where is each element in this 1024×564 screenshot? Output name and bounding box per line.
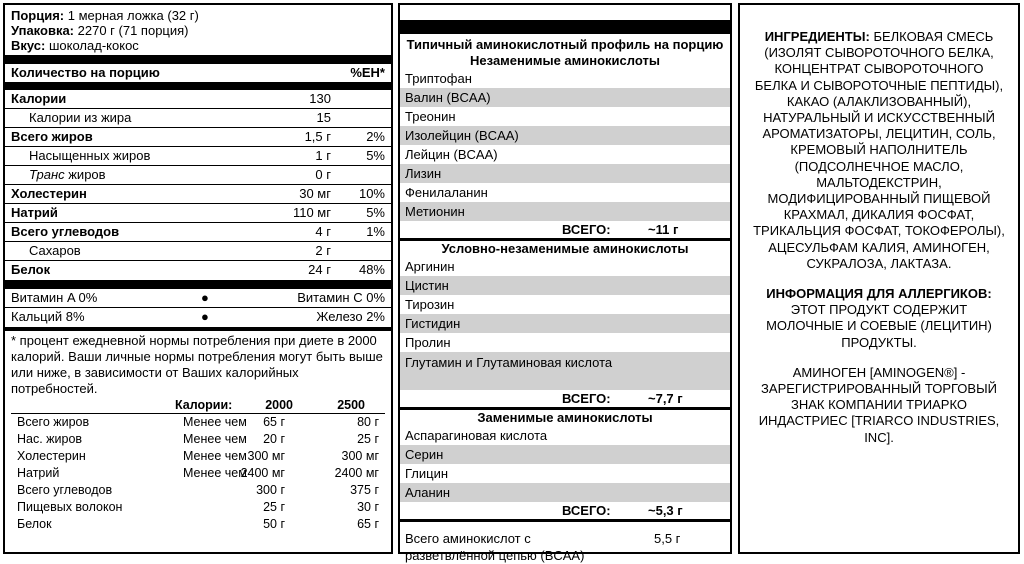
- essential-total: ~11 г: [648, 222, 679, 237]
- flavor-line: [11, 38, 385, 53]
- dv-2000: 20 г: [263, 432, 285, 446]
- amino-item: Лейцин (BCAA): [405, 147, 498, 162]
- calories-label: Калории:: [175, 398, 233, 412]
- daily-values-row: [11, 482, 385, 499]
- ingredients-label: ИНГРЕДИЕНТЫ:: [764, 29, 870, 44]
- amino-item: Глицин: [405, 466, 449, 481]
- essential-total-row: [400, 221, 730, 241]
- dv-name: Пищевых волокон: [17, 500, 123, 514]
- dv-name: Нас. жиров: [17, 432, 83, 446]
- nonessential-title: Заменимые аминокислоты: [477, 410, 653, 425]
- nutrient-label: Всего жиров: [11, 129, 93, 144]
- dv-2000: 300 г: [256, 483, 285, 497]
- bcaa-row: [400, 522, 730, 564]
- nutrient-amount: 4 г: [315, 224, 331, 239]
- allergy-text: ЭТОТ ПРОДУКТ СОДЕРЖИТ МОЛОЧНЫЕ И СОЕВЫЕ (ЛЕЦИТИН) ПРОДУКТЫ.: [766, 302, 992, 350]
- dv-2500: 30 г: [357, 500, 379, 514]
- vitamin-row: [5, 289, 391, 308]
- amino-item: Аспарагиновая кислота: [405, 428, 548, 443]
- dv-qualifier: Менее чем: [183, 415, 247, 429]
- total-label: ВСЕГО:: [562, 391, 611, 406]
- total-label: ВСЕГО:: [562, 503, 611, 518]
- nutrient-amount: 15: [316, 110, 331, 125]
- bcaa-label: Всего аминокислот с разветвлённой цепью (BCAA): [405, 531, 585, 563]
- conditional-total: ~7,7 г: [648, 391, 683, 406]
- serving-label: Порция:: [11, 8, 65, 23]
- nutrient-label: Всего углеводов: [11, 224, 120, 239]
- nutrient-percent: 5%: [366, 205, 385, 220]
- nutrient-row: [5, 166, 391, 185]
- nutrient-label: Сахаров: [29, 243, 81, 258]
- amino-item: Пролин: [405, 335, 451, 350]
- daily-values-row: [11, 499, 385, 516]
- col-2500: 2500: [337, 398, 365, 412]
- dv-2000: 25 г: [263, 500, 285, 514]
- col-2000: 2000: [265, 398, 293, 412]
- nutrient-amount: 24 г: [308, 262, 331, 277]
- bcaa-value: 5,5 г: [654, 531, 681, 546]
- essential-list: [400, 69, 730, 221]
- nonessential-total-row: [400, 502, 730, 522]
- bullet-icon: ●: [201, 290, 209, 305]
- dv-name: Всего углеводов: [17, 483, 113, 497]
- amino-item: Метионин: [400, 202, 730, 221]
- nutrient-amount: 2 г: [315, 243, 331, 258]
- nutrient-label-italic: Транс: [29, 167, 65, 182]
- divider-thick: [5, 55, 391, 64]
- nutrient-label: Насыщенных жиров: [29, 148, 151, 163]
- footnote: * процент ежедневной нормы потребления при диете в 2000 калорий. Ваши личные нормы потребления могут быть выше или ниже, в зависимости от Ваших калорийных потребностей.: [11, 333, 383, 396]
- daily-values-row: [11, 516, 385, 533]
- nutrient-percent: 10%: [358, 186, 385, 201]
- daily-values-row: [11, 465, 385, 482]
- dv-qualifier: Менее чем: [183, 449, 247, 463]
- dv-2500: 25 г: [357, 432, 379, 446]
- nutrient-label-rest: жиров: [64, 167, 106, 182]
- dv-2500: 65 г: [357, 517, 379, 531]
- ingredients-text: БЕЛКОВАЯ СМЕСЬ (ИЗОЛЯТ СЫВОРОТОЧНОГО БЕЛКА, КОНЦЕНТРАТ СЫВОРОТОЧНОГО БЕЛКА И СЫВОРОТОЧНЫЕ ПЕПТИДЫ), КАКАО (АЛАКЛИЗОВАННЫЙ), НАТУРАЛЬНЫЙ И ИСКУССТВЕННЫЙ АРОМАТИЗАТОРЫ, ЛЕЦИТИН, СОЛЬ, КРЕМОВЫЙ НАПОЛНИТЕЛЬ (ПОДСОЛНЕЧНОЕ МАСЛО, МАЛЬТОДЕКСТРИН, МОДИФИЦИРОВАННЫЙ ПИЩЕВОЙ КРАХМАЛ, ДИКАЛИЯ ФОСФАТ, ТРИКАЛЬЦИЯ ФОСФАТ, ТОКОФЕРОЛЫ), АЦЕСУЛЬФАМ КАЛИЯ, АМИНОГЕН, СУКРАЛОЗА, ЛАКТАЗА.: [753, 29, 1005, 271]
- ingredients-block: [752, 29, 1006, 272]
- amino-item: Серин: [400, 445, 730, 464]
- nutrient-amount: 1,5 г: [304, 129, 331, 144]
- divider-thick: [5, 280, 391, 289]
- daily-values-row: [11, 448, 385, 465]
- dv-header: %ЕН*: [350, 65, 385, 80]
- vitamin-left: Кальций 8%: [11, 309, 85, 324]
- amino-item: Тирозин: [405, 297, 455, 312]
- ingredients-panel: [738, 3, 1020, 554]
- total-label: ВСЕГО:: [562, 222, 611, 237]
- vitamin-right: Железо 2%: [316, 309, 385, 324]
- nutrient-amount: 130: [309, 91, 331, 106]
- nutrient-amount: 110 мг: [292, 205, 331, 220]
- nutrient-percent: 48%: [358, 262, 385, 277]
- dv-name: Натрий: [17, 466, 60, 480]
- dv-qualifier: Менее чем: [183, 432, 247, 446]
- nutrient-row: [5, 223, 391, 242]
- nutrient-row: [5, 90, 391, 109]
- package-value: 2270 г (71 порция): [77, 23, 189, 38]
- trademark-text: АМИНОГЕН [AMINOGEN®] - ЗАРЕГИСТРИРОВАННЫЙ ТОРГОВЫЙ ЗНАК КОМПАНИИ ТРИАРКО ИНДАСТРИЕС [TRIARCO INDUSTRIES, INC].: [758, 364, 1000, 445]
- nutrient-percent: 2%: [366, 129, 385, 144]
- daily-values-header: [11, 397, 385, 414]
- dv-2000: 65 г: [263, 415, 285, 429]
- nutrient-row: [5, 261, 391, 280]
- dv-name: Всего жиров: [17, 415, 90, 429]
- serving-value: 1 мерная ложка (32 г): [67, 8, 199, 23]
- conditional-total-row: [400, 390, 730, 410]
- dv-2500: 80 г: [357, 415, 379, 429]
- essential-title: Незаменимые аминокислоты: [470, 53, 660, 68]
- nutrient-label: Натрий: [11, 205, 58, 220]
- nutrient-label: Калории из жира: [29, 110, 132, 125]
- nutrient-label: Калории: [11, 91, 67, 106]
- daily-values-row: [11, 414, 385, 431]
- dv-2000: 300 мг: [247, 449, 285, 463]
- package-label: Упаковка:: [11, 23, 75, 38]
- nutrient-label: Белок: [11, 262, 51, 277]
- conditional-title: Условно-незаменимые аминокислоты: [441, 241, 689, 256]
- nutrient-label: Холестерин: [11, 186, 87, 201]
- nutrient-row: [5, 185, 391, 204]
- nutrient-amount: 30 мг: [299, 186, 331, 201]
- amino-item: Лизин: [400, 164, 730, 183]
- nonessential-list: [400, 426, 730, 502]
- dv-name: Белок: [17, 517, 52, 531]
- dv-2500: 375 г: [350, 483, 379, 497]
- nutrition-facts-panel: [3, 3, 393, 554]
- amino-item: Аргинин: [405, 259, 455, 274]
- nutrient-row: [5, 204, 391, 223]
- divider-thick: [5, 83, 391, 90]
- nutrient-row: [5, 147, 391, 166]
- amino-item: Гистидин: [400, 314, 730, 333]
- amino-item: Валин (BCAA): [400, 88, 730, 107]
- flavor-value: шоколад-кокос: [49, 38, 139, 53]
- amino-acid-panel: [398, 3, 732, 563]
- serving-line: [11, 8, 385, 23]
- dv-qualifier: Менее чем: [183, 466, 247, 480]
- amino-item: Изолейцин (BCAA): [400, 126, 730, 145]
- vitamin-left: Витамин A 0%: [11, 290, 98, 305]
- nutrient-row: [5, 242, 391, 261]
- nutrient-row: [5, 109, 391, 128]
- amino-item: Глутамин и Глутаминовая кислота: [400, 352, 730, 390]
- nutrient-rows: [11, 90, 385, 280]
- flavor-label: Вкус:: [11, 38, 46, 53]
- amino-item: Триптофан: [405, 71, 472, 86]
- nutrient-percent: 1%: [366, 224, 385, 239]
- amino-item: Аланин: [400, 483, 730, 502]
- conditional-list: [400, 257, 730, 352]
- nutrient-label: [29, 166, 106, 184]
- nutrient-amount: 1 г: [315, 148, 331, 163]
- dv-2500: 300 мг: [341, 449, 379, 463]
- nutrient-row: [5, 128, 391, 147]
- vitamin-rows: [11, 289, 385, 327]
- dv-name: Холестерин: [17, 449, 86, 463]
- allergy-block: [752, 286, 1006, 351]
- daily-values-rows: [11, 414, 385, 533]
- dv-2500: 2400 мг: [334, 466, 379, 480]
- amino-item: Фенилаланин: [405, 185, 488, 200]
- vitamin-right: Витамин C 0%: [297, 290, 385, 305]
- nutrient-percent: 5%: [366, 148, 385, 163]
- dv-2000: 2400 мг: [240, 466, 285, 480]
- allergy-label: ИНФОРМАЦИЯ ДЛЯ АЛЛЕРГИКОВ:: [766, 286, 992, 302]
- nutrient-amount: 0 г: [315, 167, 331, 182]
- amount-header-row: [5, 64, 391, 83]
- amount-header: Количество на порцию: [11, 65, 160, 80]
- daily-values-table: [5, 397, 391, 533]
- nonessential-total: ~5,3 г: [648, 503, 683, 518]
- bullet-icon: ●: [201, 309, 209, 324]
- dv-2000: 50 г: [263, 517, 285, 531]
- daily-values-row: [11, 431, 385, 448]
- amino-item: Треонин: [405, 109, 456, 124]
- amino-item: Цистин: [400, 276, 730, 295]
- amino-profile-title: Типичный аминокислотный профиль на порцию: [406, 37, 724, 52]
- vitamin-row: [5, 308, 391, 327]
- package-line: [11, 23, 385, 38]
- top-bar: [400, 20, 730, 34]
